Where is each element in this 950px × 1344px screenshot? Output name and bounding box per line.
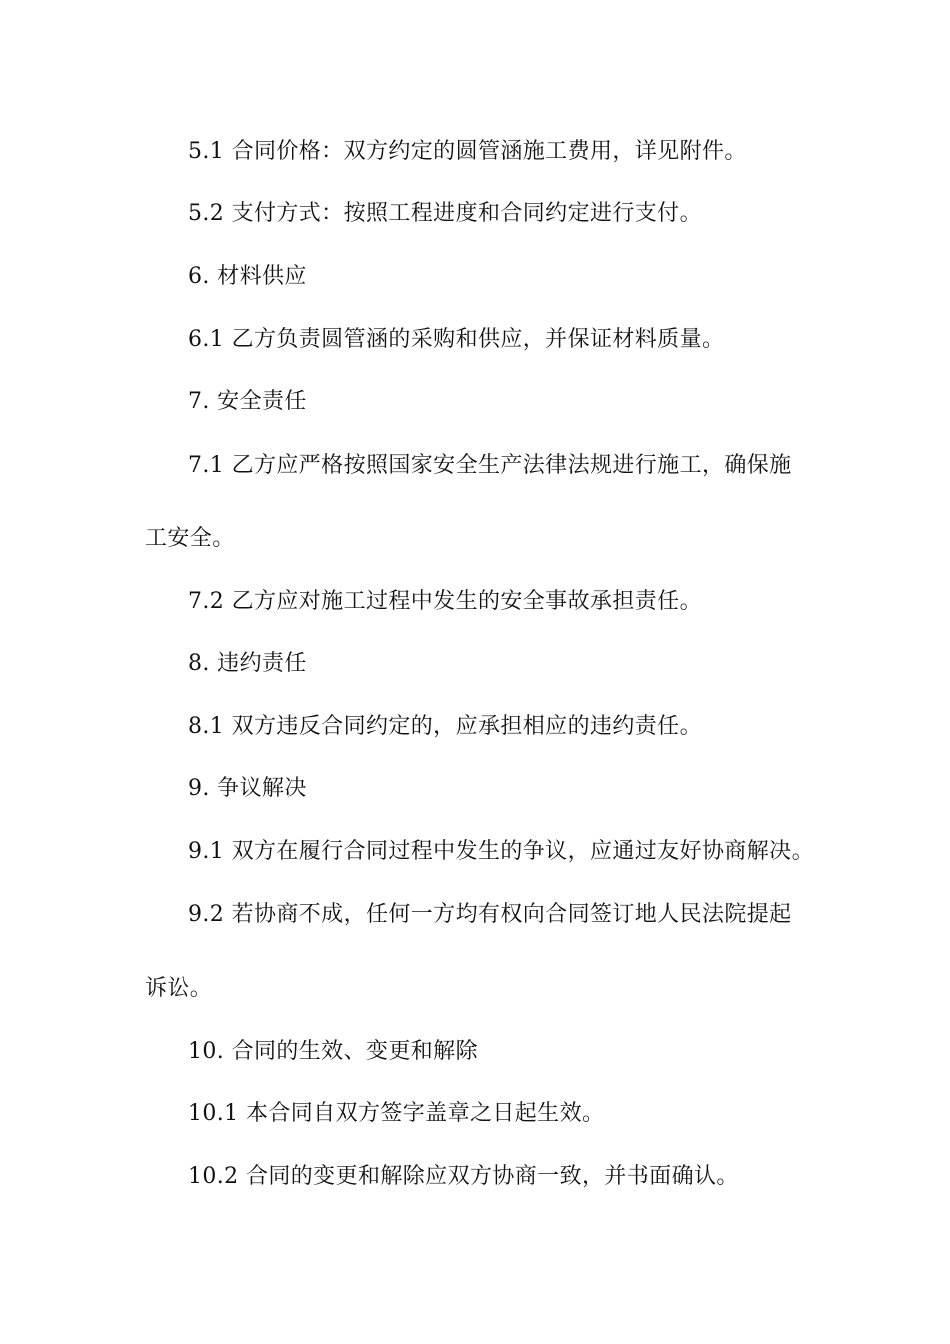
clause-6-1: 6.1 乙方负责圆管涵的采购和供应，并保证材料质量。 xyxy=(188,327,725,352)
section-heading-9: 9. 争议解决 xyxy=(188,776,307,801)
clause-7-2: 7.2 乙方应对施工过程中发生的安全事故承担责任。 xyxy=(188,589,702,614)
section-heading-8: 8. 违约责任 xyxy=(188,651,307,676)
clause-7-1: 7.1 乙方应严格按照国家安全生产法律法规进行施工，确保施 xyxy=(188,453,792,478)
section-heading-7: 7. 安全责任 xyxy=(188,389,307,414)
clause-8-1: 8.1 双方违反合同约定的，应承担相应的违约责任。 xyxy=(188,714,702,739)
clause-5-1: 5.1 合同价格：双方约定的圆管涵施工费用，详见附件。 xyxy=(188,139,747,164)
clause-9-1: 9.1 双方在履行合同过程中发生的争议，应通过友好协商解决。 xyxy=(188,839,814,864)
clause-9-2-continued: 诉讼。 xyxy=(145,976,213,1001)
clause-5-2: 5.2 支付方式：按照工程进度和合同约定进行支付。 xyxy=(188,201,702,226)
clause-9-2: 9.2 若协商不成，任何一方均有权向合同签订地人民法院提起 xyxy=(188,902,792,927)
clause-10-1: 10.1 本合同自双方签字盖章之日起生效。 xyxy=(188,1101,605,1126)
section-heading-6: 6. 材料供应 xyxy=(188,264,307,289)
clause-7-1-continued: 工安全。 xyxy=(145,526,235,551)
section-heading-10: 10. 合同的生效、变更和解除 xyxy=(188,1039,478,1064)
clause-10-2: 10.2 合同的变更和解除应双方协商一致，并书面确认。 xyxy=(188,1164,739,1189)
